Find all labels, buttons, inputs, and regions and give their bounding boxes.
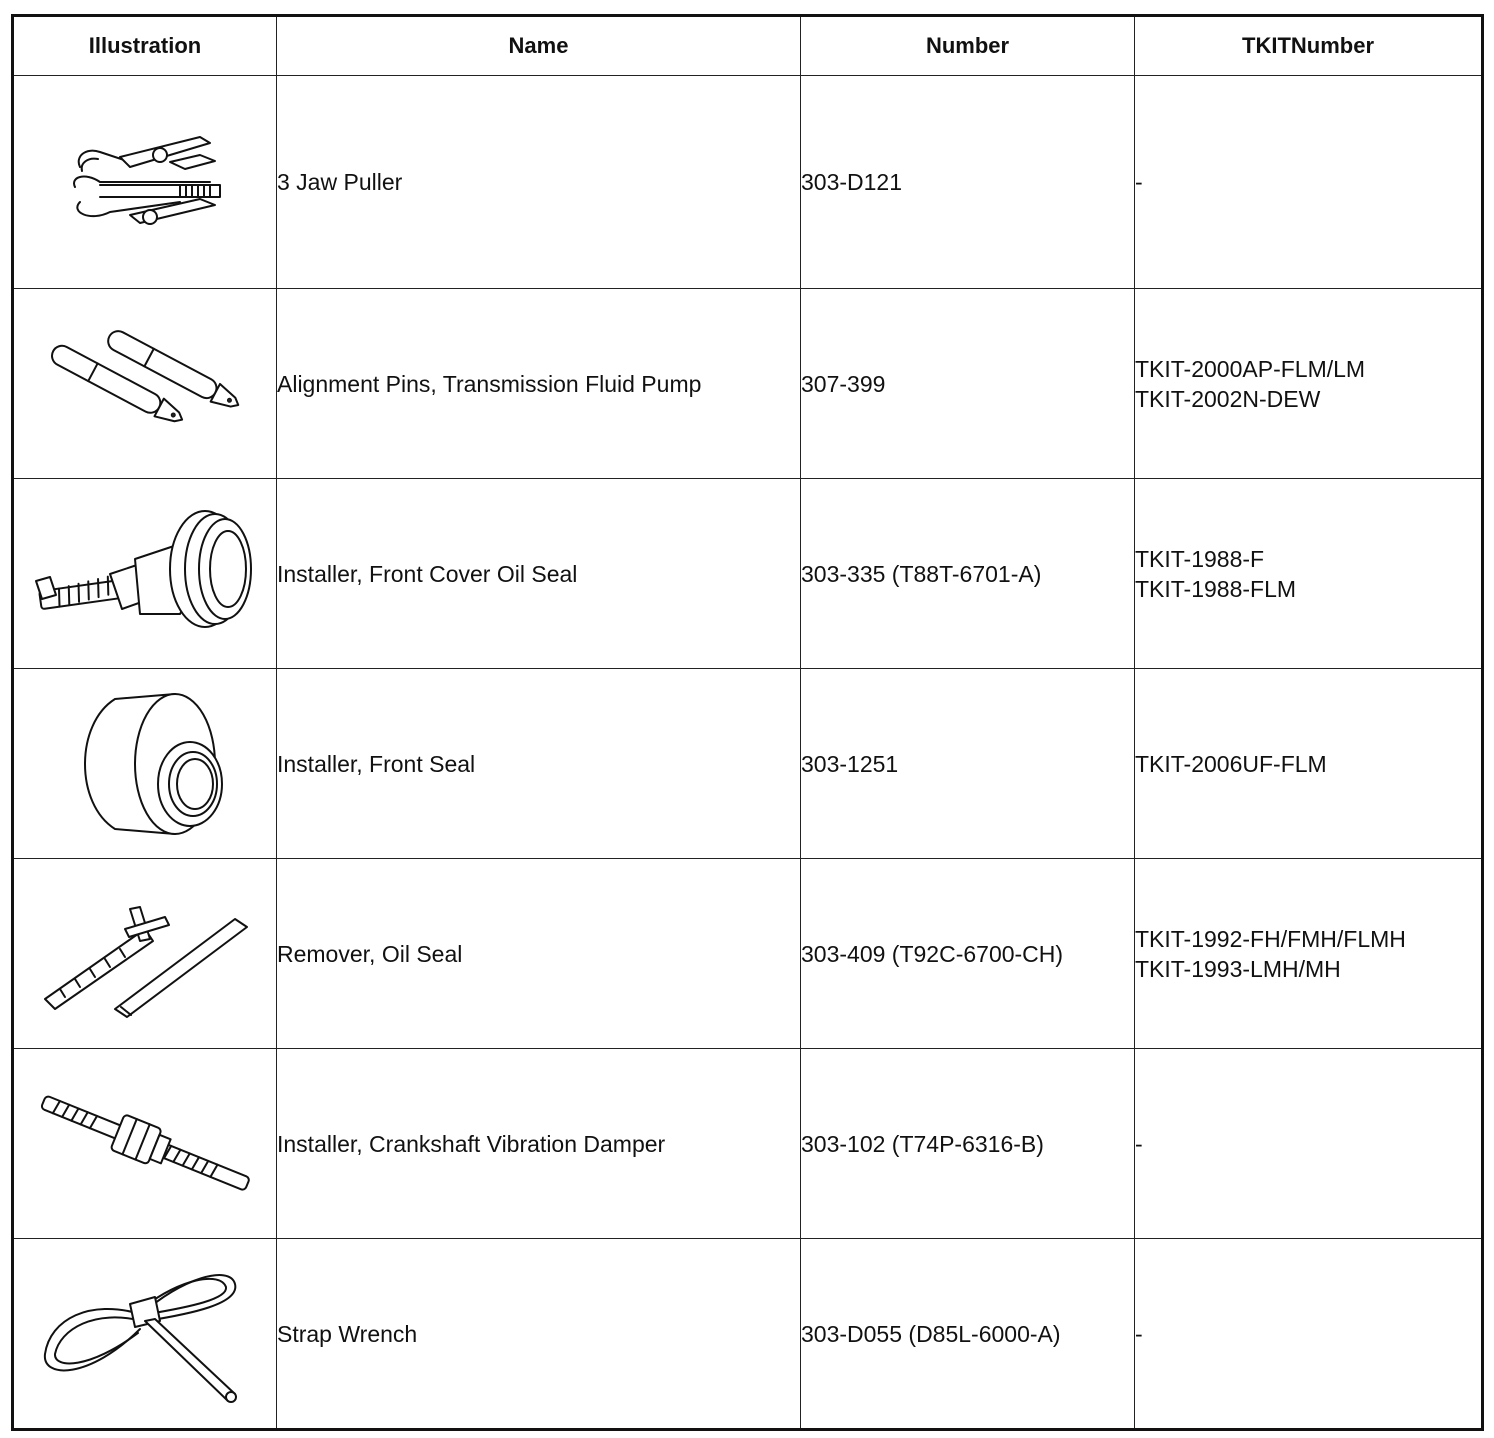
tkit-line: TKIT-2006UF-FLM (1135, 750, 1327, 777)
illustration-cell (13, 1239, 277, 1430)
tool-number: 303-D121 (801, 76, 1135, 289)
vibration-damper-installer-icon (30, 1084, 260, 1204)
table-row (13, 1049, 1483, 1239)
table-row (13, 1239, 1483, 1430)
tkit-line: TKIT-2000AP-FLM/LM (1135, 355, 1366, 382)
alignment-pins-icon (35, 329, 255, 439)
table-row (13, 289, 1483, 479)
illustration-cell (13, 479, 277, 669)
tool-number: 307-399 (801, 289, 1135, 479)
tkit-number (1135, 669, 1483, 859)
three-jaw-puller-icon (60, 127, 230, 237)
header-illustration: Illustration (13, 16, 277, 76)
tkit-number (1135, 1239, 1483, 1430)
tkit-number (1135, 289, 1483, 479)
tkit-number (1135, 859, 1483, 1049)
tool-number: 303-1251 (801, 669, 1135, 859)
illustration-cell (13, 289, 277, 479)
front-cover-seal-installer-icon (30, 499, 260, 649)
tkit-line: - (1135, 1320, 1143, 1347)
tkit-line: TKIT-1992-FH/FMH/FLMH (1135, 925, 1406, 952)
tkit-line: TKIT-2002N-DEW (1135, 385, 1321, 412)
tool-name: Remover, Oil Seal (277, 859, 801, 1049)
tool-number: 303-335 (T88T-6701-A) (801, 479, 1135, 669)
tkit-line: - (1135, 1130, 1143, 1157)
tool-number: 303-D055 (D85L-6000-A) (801, 1239, 1135, 1430)
header-name: Name (277, 16, 801, 76)
illustration-cell (13, 859, 277, 1049)
strap-wrench-icon (30, 1259, 260, 1409)
tool-name: Installer, Front Seal (277, 669, 801, 859)
tkit-number (1135, 76, 1483, 289)
tool-name: Installer, Front Cover Oil Seal (277, 479, 801, 669)
tool-number: 303-409 (T92C-6700-CH) (801, 859, 1135, 1049)
tool-name: 3 Jaw Puller (277, 76, 801, 289)
tkit-line: TKIT-1988-FLM (1135, 575, 1297, 602)
tkit-number (1135, 479, 1483, 669)
illustration-cell (13, 1049, 277, 1239)
tool-number: 303-102 (T74P-6316-B) (801, 1049, 1135, 1239)
table-row (13, 859, 1483, 1049)
special-tools-table (11, 14, 1484, 1431)
header-number: Number (801, 16, 1135, 76)
illustration-cell (13, 76, 277, 289)
tkit-line: TKIT-1993-LMH/MH (1135, 955, 1341, 982)
tool-name: Strap Wrench (277, 1239, 801, 1430)
header-row (13, 16, 1483, 76)
tkit-line: - (1135, 169, 1143, 195)
table-row (13, 76, 1483, 289)
oil-seal-remover-icon (35, 889, 255, 1019)
front-seal-installer-icon (55, 684, 235, 844)
header-tkit-number: TKITNumber (1135, 16, 1483, 76)
table-row (13, 479, 1483, 669)
tkit-number (1135, 1049, 1483, 1239)
tkit-line: TKIT-1988-F (1135, 545, 1265, 572)
tool-name: Installer, Crankshaft Vibration Damper (277, 1049, 801, 1239)
tool-name: Alignment Pins, Transmission Fluid Pump (277, 289, 801, 479)
table-row (13, 669, 1483, 859)
illustration-cell (13, 669, 277, 859)
